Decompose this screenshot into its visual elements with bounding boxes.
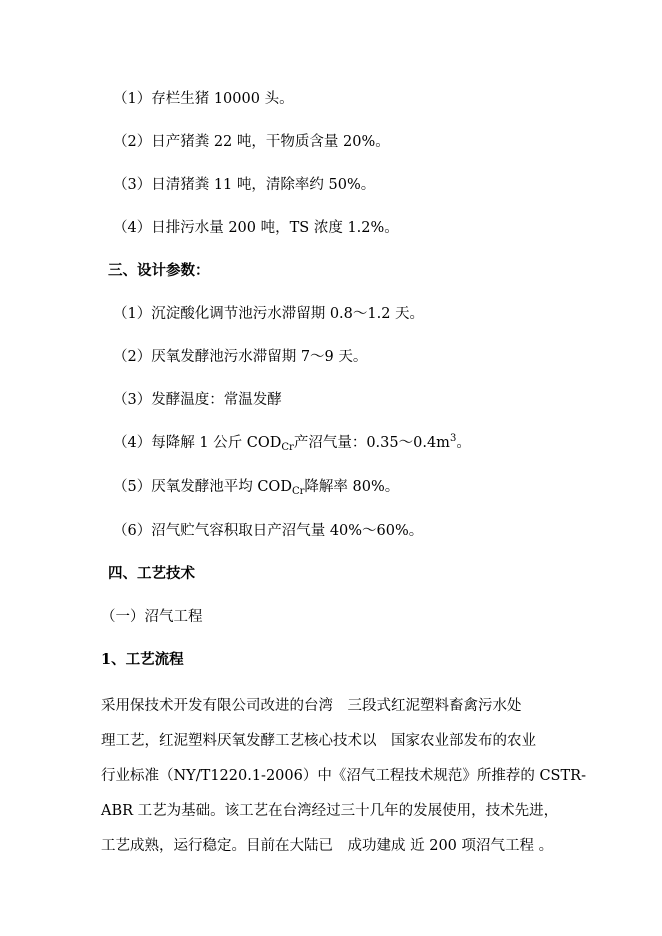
paragraph-line-3: 行业标准（NY/T1220.1-2006）中《沼气工程技术规范》所推荐的 CSTR-	[101, 768, 586, 784]
paragraph-line-4: ABR 工艺为基础。该工艺在台湾经过三十几年的发展使用，技术先进，	[101, 803, 559, 819]
param-5-subscript: Cr	[291, 486, 305, 497]
param-5-text-b: 降解率 80%。	[304, 479, 400, 495]
stat-line-2: （2）日产猪粪 22 吨，干物质含量 20%。	[113, 134, 390, 150]
param-4-text-c: 。	[456, 435, 471, 451]
stat-line-4: （4）日排污水量 200 吨，TS 浓度 1.2%。	[113, 220, 399, 236]
stat-line-3: （3）日清猪粪 11 吨，清除率约 50%。	[113, 177, 376, 193]
param-line-6: （6）沼气贮气容积取日产沼气量 40%～60%。	[113, 523, 424, 539]
param-4-superscript: 3	[449, 433, 457, 444]
param-line-3: （3）发酵温度：常温发酵	[113, 392, 282, 408]
section-4-heading: 四、工艺技术	[108, 565, 195, 582]
stat-line-1: （1）存栏生猪 10000 头。	[113, 91, 294, 107]
section-3-heading: 三、设计参数：	[108, 262, 210, 279]
param-5-text-a: （5）厌氧发酵池平均 COD	[113, 479, 292, 495]
paragraph-line-2: 理工艺，红泥塑料厌氧发酵工艺核心技术以 国家农业部发布的农业	[101, 733, 536, 749]
paragraph-line-5: 工艺成熟，运行稳定。目前在大陆已 成功建成 近 200 项沼气工程 。	[101, 838, 554, 854]
item-1-heading: 1、工艺流程	[101, 651, 184, 668]
param-4-text-b: 产沼气量：0.35～0.4m	[293, 435, 450, 451]
paragraph-line-1: 采用保技术开发有限公司改进的台湾 三段式红泥塑料畜禽污水处	[101, 698, 522, 714]
param-4-subscript: Cr	[281, 442, 294, 453]
subsection-1-heading: （一）沼气工程	[101, 609, 203, 625]
param-4-text-a: （4）每降解 1 公斤 COD	[113, 435, 282, 451]
param-line-1: （1）沉淀酸化调节池污水滞留期 0.8～1.2 天。	[113, 306, 425, 322]
param-line-5	[113, 477, 399, 497]
param-line-2: （2）厌氧发酵池污水滞留期 7～9 天。	[113, 349, 368, 365]
param-line-4	[113, 433, 471, 453]
